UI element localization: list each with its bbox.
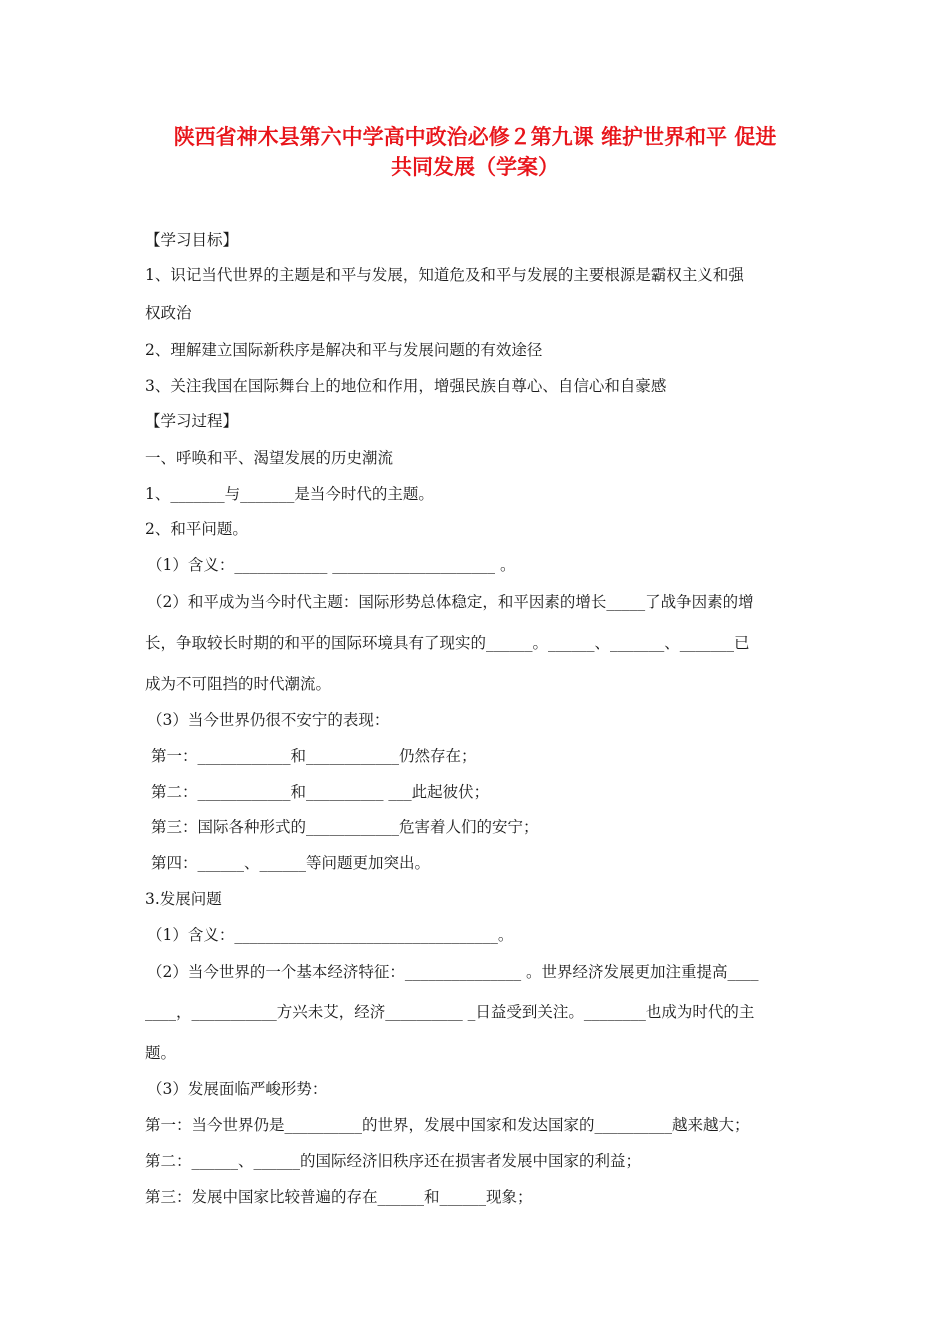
goal-3: 3、关注我国在国际舞台上的地位和作用，增强民族自尊心、自信心和自豪感 bbox=[145, 377, 667, 395]
goal-1-line-2: 权政治 bbox=[145, 304, 192, 322]
title-line-2: 共同发展（学案） bbox=[391, 154, 559, 179]
question-3-3-second: 第二：______、______的国际经济旧秩序还在损害者发展中国家的利益； bbox=[145, 1152, 642, 1170]
section-1-heading: 一、呼唤和平、渴望发展的历史潮流 bbox=[145, 449, 394, 467]
process-heading: 【学习过程】 bbox=[145, 412, 239, 430]
question-3-1: （1）含义：__________________________________。 bbox=[147, 926, 514, 944]
goals-heading: 【学习目标】 bbox=[145, 231, 239, 249]
question-3-3-third: 第三：发展中国家比较普遍的存在______和______现象； bbox=[145, 1188, 533, 1206]
question-2-2-line-3: 成为不可阻挡的时代潮流。 bbox=[145, 675, 332, 693]
question-2-1: （1）含义：____________ _____________________ 。 bbox=[147, 556, 516, 574]
question-3: 3.发展问题 bbox=[145, 890, 222, 908]
title-line-1: 陕西省神木县第六中学高中政治必修２第九课 维护世界和平 促进 bbox=[173, 124, 777, 149]
question-2-3-third: 第三：国际各种形式的____________危害着人们的安宁； bbox=[151, 818, 539, 836]
question-3-3-first: 第一：当今世界仍是__________的世界，发展中国家和发达国家的__________越来越大； bbox=[145, 1116, 750, 1134]
question-2-3-second: 第二：____________和__________ ___此起彼伏； bbox=[151, 783, 490, 801]
goal-2: 2、理解建立国际新秩序是解决和平与发展问题的有效途径 bbox=[145, 341, 543, 359]
question-3-3: （3）发展面临严峻形势： bbox=[147, 1080, 328, 1098]
question-3-2-line-2: ____，___________方兴未艾，经济__________ _日益受到关注。________也成为时代的主 bbox=[145, 1003, 755, 1021]
question-2: 2、和平问题。 bbox=[145, 520, 248, 538]
question-2-3: （3）当今世界仍很不安宁的表现： bbox=[147, 711, 390, 729]
question-2-3-first: 第一：____________和____________仍然存在； bbox=[151, 747, 477, 765]
question-2-2-line-2: 长，争取较长时期的和平的国际环境具有了现实的______。______、_______、_______已 bbox=[145, 634, 750, 652]
document-title bbox=[140, 122, 810, 182]
question-2-3-fourth: 第四：______、______等问题更加突出。 bbox=[151, 854, 431, 872]
question-1: 1、_______与_______是当今时代的主题。 bbox=[145, 485, 434, 503]
goal-1-line-1: 1、识记当代世界的主题是和平与发展，知道危及和平与发展的主要根源是霸权主义和强 bbox=[145, 266, 744, 284]
question-3-2-line-3: 题。 bbox=[145, 1044, 177, 1062]
question-3-2-line-1: （2）当今世界的一个基本经济特征：_______________ 。世界经济发展更加注重提高____ bbox=[147, 963, 759, 981]
question-2-2-line-1: （2）和平成为当今时代主题：国际形势总体稳定，和平因素的增长_____了战争因素的增 bbox=[147, 593, 754, 611]
